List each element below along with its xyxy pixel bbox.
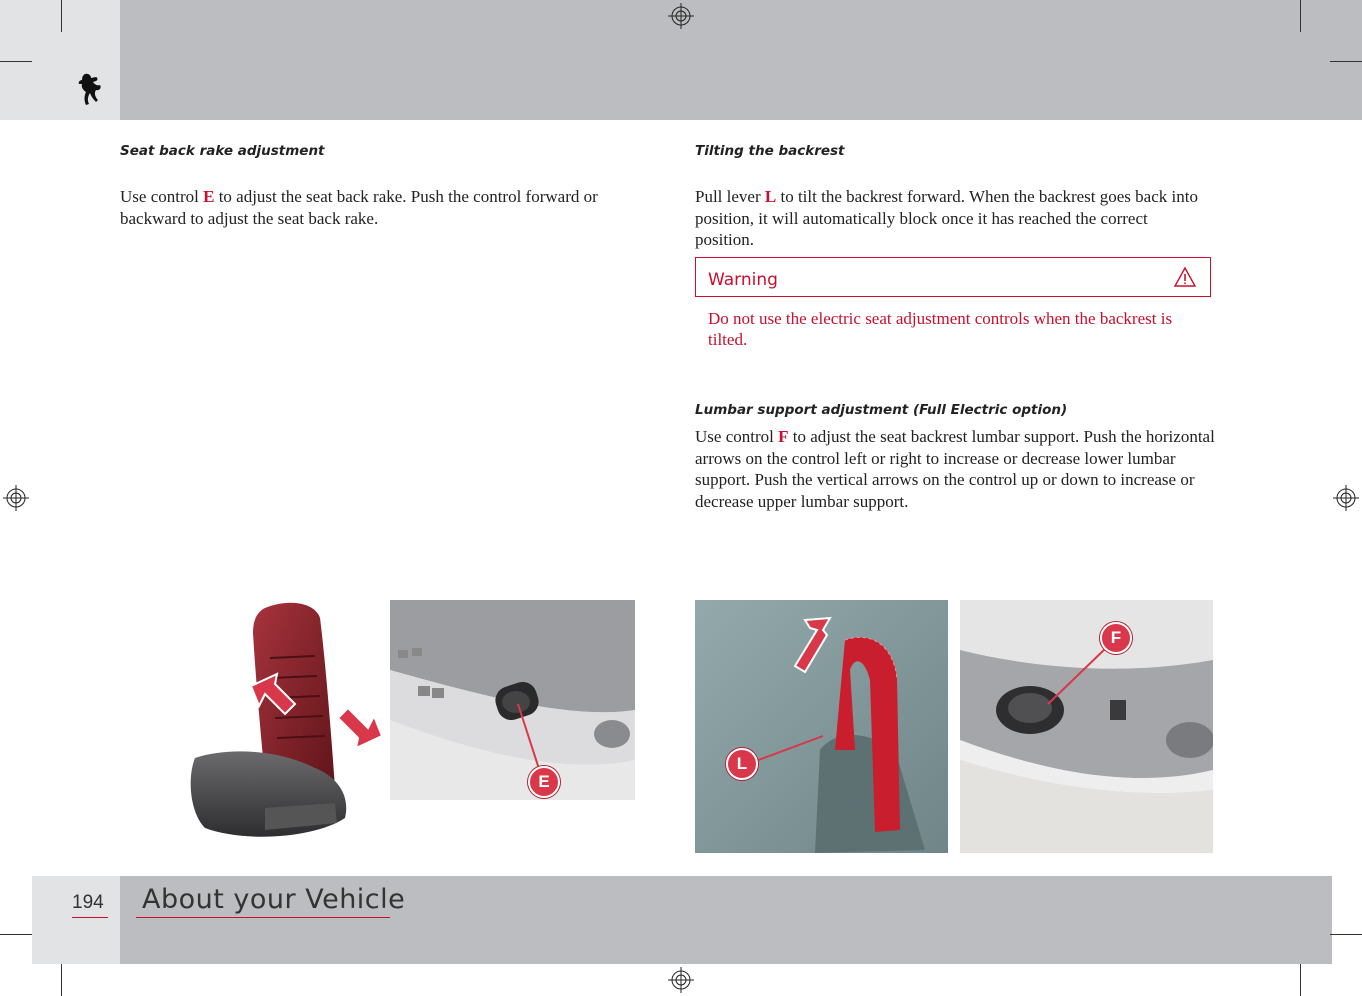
seat-back-rake-paragraph: Use control E to adjust the seat back rake. Push the control forward or backward to adjust the seat back rake. bbox=[120, 187, 598, 228]
control-f-label: F bbox=[778, 427, 789, 446]
warning-box bbox=[695, 257, 1211, 297]
crop-mark bbox=[1300, 964, 1301, 996]
warning-label: Warning bbox=[708, 270, 778, 290]
lumbar-control-photo bbox=[960, 600, 1213, 853]
tilting-backrest-heading: Tilting the backrest bbox=[695, 143, 845, 159]
callout-f: F bbox=[1100, 622, 1132, 654]
crop-mark bbox=[61, 0, 62, 32]
section-title: About your Vehicle bbox=[142, 884, 406, 915]
crop-mark bbox=[0, 934, 32, 935]
page-number: 194 bbox=[72, 892, 104, 913]
crop-mark bbox=[1330, 61, 1362, 62]
tilting-backrest-paragraph: Pull lever L to tilt the backrest forward. When the backrest goes back into position, it will automatically block once it has reached the correct position. bbox=[695, 187, 1198, 249]
crop-mark bbox=[1330, 934, 1362, 935]
seat-side-controls-photo-e bbox=[390, 600, 635, 800]
registration-mark-icon bbox=[668, 967, 694, 993]
footer-left-panel bbox=[32, 876, 120, 964]
crop-mark bbox=[0, 61, 32, 62]
registration-mark-icon bbox=[3, 485, 29, 511]
backrest-lever-photo bbox=[695, 600, 948, 853]
prancing-horse-icon bbox=[76, 72, 104, 108]
callout-e: E bbox=[528, 766, 560, 798]
warning-text: Do not use the electric seat adjustment controls when the backrest is tilted. bbox=[708, 309, 1173, 349]
seat-back-rake-heading: Seat back rake adjustment bbox=[120, 143, 325, 159]
crop-mark bbox=[1300, 0, 1301, 32]
crop-mark bbox=[61, 964, 62, 996]
section-title-underline bbox=[136, 917, 390, 918]
lumbar-support-paragraph: Use control F to adjust the seat backrest lumbar support. Push the horizontal arrows on the control left or right to increase or decrease lower lumbar support. Push the vertical arrows on the control up or down to increase or decrease upper lumbar support. bbox=[695, 427, 1215, 511]
control-e-label: E bbox=[203, 187, 215, 206]
callout-l: L bbox=[726, 748, 758, 780]
page-number-underline bbox=[72, 917, 108, 918]
backward-arrow-icon bbox=[334, 702, 386, 752]
control-l-label: L bbox=[764, 187, 777, 206]
forward-arrow-icon bbox=[247, 670, 299, 720]
registration-mark-icon bbox=[668, 3, 694, 29]
registration-mark-icon bbox=[1333, 485, 1359, 511]
lumbar-support-heading: Lumbar support adjustment (Full Electric option) bbox=[695, 402, 1068, 418]
warning-triangle-icon bbox=[1174, 266, 1196, 288]
header-band bbox=[120, 0, 1362, 120]
